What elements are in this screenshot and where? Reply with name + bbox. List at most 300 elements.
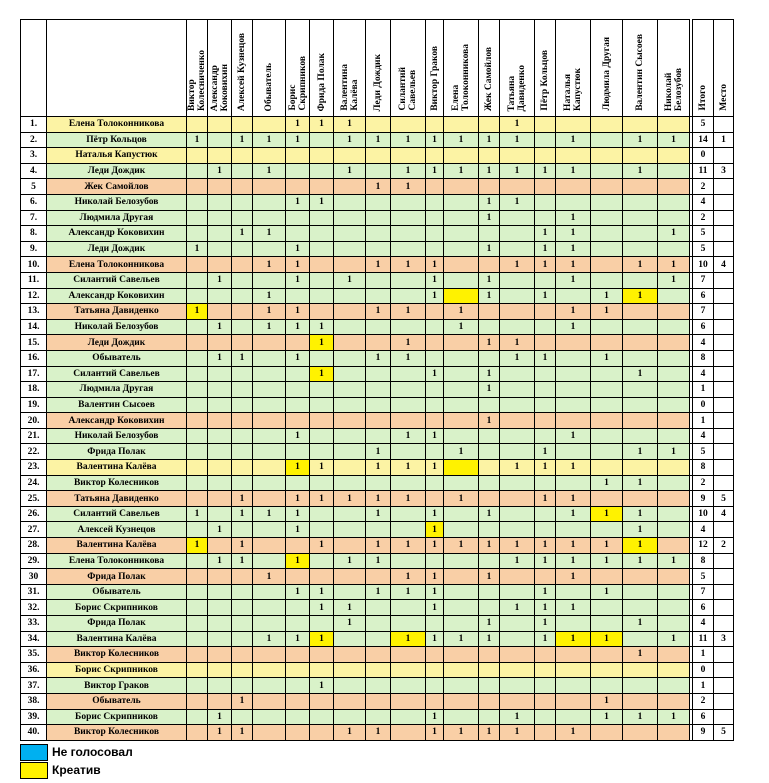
vote-cell <box>310 444 334 460</box>
place-cell <box>714 709 734 725</box>
total-cell: 0 <box>693 397 714 413</box>
vote-cell <box>658 538 690 554</box>
vote-cell <box>500 678 535 694</box>
vote-cell <box>187 569 208 585</box>
vote-cell <box>444 647 479 663</box>
column-header <box>426 20 444 117</box>
vote-cell: 1 <box>556 491 591 507</box>
table-row <box>21 148 734 164</box>
vote-cell <box>208 460 232 476</box>
vote-cell <box>232 319 253 335</box>
vote-cell <box>187 522 208 538</box>
vote-cell: 1 <box>479 288 500 304</box>
vote-cell <box>535 132 556 148</box>
vote-cell <box>253 117 286 133</box>
vote-cell <box>591 460 623 476</box>
vote-cell <box>253 148 286 164</box>
vote-cell <box>187 210 208 226</box>
vote-cell <box>556 288 591 304</box>
vote-cell <box>623 117 658 133</box>
vote-cell: 1 <box>426 538 444 554</box>
vote-cell: 1 <box>310 117 334 133</box>
vote-cell: 1 <box>391 569 426 585</box>
vote-cell <box>556 475 591 491</box>
table-row <box>21 460 734 476</box>
vote-cell: 1 <box>286 304 310 320</box>
vote-cell <box>253 335 286 351</box>
place-cell: 2 <box>714 538 734 554</box>
vote-cell <box>187 350 208 366</box>
table-row <box>21 335 734 351</box>
vote-cell <box>556 117 591 133</box>
vote-cell <box>426 148 444 164</box>
vote-cell: 1 <box>591 631 623 647</box>
vote-cell <box>310 428 334 444</box>
total-cell: 1 <box>693 382 714 398</box>
vote-cell: 1 <box>253 257 286 273</box>
vote-cell <box>535 413 556 429</box>
vote-cell <box>426 319 444 335</box>
place-cell <box>714 350 734 366</box>
vote-cell: 1 <box>591 553 623 569</box>
vote-cell <box>253 413 286 429</box>
vote-cell <box>366 382 391 398</box>
total-cell: 4 <box>693 194 714 210</box>
vote-cell: 1 <box>591 538 623 554</box>
column-header <box>623 20 658 117</box>
vote-cell <box>658 569 690 585</box>
vote-cell: 1 <box>334 163 366 179</box>
total-cell: 5 <box>693 444 714 460</box>
vote-cell: 1 <box>232 693 253 709</box>
vote-cell <box>591 678 623 694</box>
vote-cell <box>208 538 232 554</box>
vote-cell <box>426 475 444 491</box>
vote-cell: 1 <box>310 335 334 351</box>
vote-cell: 1 <box>444 725 479 741</box>
vote-cell <box>334 584 366 600</box>
place-cell <box>714 678 734 694</box>
vote-cell <box>310 226 334 242</box>
vote-cell <box>391 319 426 335</box>
vote-cell <box>479 475 500 491</box>
place-cell <box>714 288 734 304</box>
vote-cell: 1 <box>391 132 426 148</box>
vote-cell <box>391 288 426 304</box>
vote-cell <box>623 693 658 709</box>
vote-cell <box>479 662 500 678</box>
vote-cell <box>232 241 253 257</box>
vote-cell <box>187 725 208 741</box>
participant-name: Людмила Другая <box>47 210 187 226</box>
vote-cell <box>591 569 623 585</box>
vote-cell <box>208 662 232 678</box>
vote-cell: 1 <box>391 163 426 179</box>
vote-cell: 1 <box>479 335 500 351</box>
vote-cell <box>187 428 208 444</box>
vote-cell <box>232 117 253 133</box>
vote-cell <box>310 397 334 413</box>
column-header <box>253 20 286 117</box>
vote-cell <box>286 647 310 663</box>
vote-cell <box>366 194 391 210</box>
table-row <box>21 678 734 694</box>
participant-name: Силантий Савельев <box>47 272 187 288</box>
vote-cell: 1 <box>479 366 500 382</box>
total-cell: 11 <box>693 631 714 647</box>
place-cell <box>714 569 734 585</box>
column-header <box>310 20 334 117</box>
vote-cell <box>479 397 500 413</box>
vote-cell <box>286 179 310 195</box>
vote-cell: 1 <box>310 194 334 210</box>
vote-cell: 1 <box>556 631 591 647</box>
vote-cell <box>444 522 479 538</box>
vote-cell <box>232 272 253 288</box>
vote-cell <box>623 397 658 413</box>
row-number: 13. <box>21 304 47 320</box>
vote-cell <box>535 678 556 694</box>
vote-cell: 1 <box>310 678 334 694</box>
participant-name: Борис Скрипников <box>47 600 187 616</box>
vote-cell: 1 <box>426 257 444 273</box>
vote-cell <box>591 272 623 288</box>
vote-cell <box>591 335 623 351</box>
vote-cell <box>232 257 253 273</box>
column-header-label: Борис Скрипников <box>287 56 308 111</box>
vote-cell <box>253 693 286 709</box>
legend <box>20 743 133 779</box>
vote-cell <box>444 194 479 210</box>
vote-cell <box>658 678 690 694</box>
vote-cell: 1 <box>253 132 286 148</box>
vote-cell <box>334 304 366 320</box>
vote-cell <box>658 460 690 476</box>
vote-cell <box>535 662 556 678</box>
place-cell <box>714 553 734 569</box>
participant-name: Леди Дождик <box>47 163 187 179</box>
row-number: 2. <box>21 132 47 148</box>
place-cell <box>714 382 734 398</box>
total-cell: 5 <box>693 117 714 133</box>
row-number: 5 <box>21 179 47 195</box>
vote-cell <box>366 693 391 709</box>
vote-cell <box>208 584 232 600</box>
vote-cell <box>366 226 391 242</box>
vote-cell <box>556 366 591 382</box>
vote-cell <box>500 569 535 585</box>
column-header-label: Алексей Кузнецов <box>237 32 247 111</box>
vote-cell: 1 <box>500 553 535 569</box>
participant-name: Борис Скрипников <box>47 662 187 678</box>
participant-name: Виктор Колесников <box>47 647 187 663</box>
vote-cell <box>623 272 658 288</box>
participant-name: Алексей Кузнецов <box>47 522 187 538</box>
vote-cell: 1 <box>391 335 426 351</box>
vote-cell: 1 <box>623 647 658 663</box>
vote-cell <box>591 522 623 538</box>
vote-cell <box>444 678 479 694</box>
vote-cell <box>334 210 366 226</box>
row-number: 31. <box>21 584 47 600</box>
table-row <box>21 584 734 600</box>
row-number: 39. <box>21 709 47 725</box>
vote-cell <box>500 631 535 647</box>
vote-cell <box>426 491 444 507</box>
vote-cell <box>535 319 556 335</box>
vote-cell: 1 <box>479 132 500 148</box>
vote-cell <box>500 226 535 242</box>
vote-cell: 1 <box>426 631 444 647</box>
vote-cell: 1 <box>334 725 366 741</box>
vote-cell: 1 <box>426 584 444 600</box>
vote-cell: 1 <box>444 304 479 320</box>
vote-cell <box>658 662 690 678</box>
vote-cell <box>187 709 208 725</box>
vote-cell <box>232 460 253 476</box>
vote-cell <box>208 132 232 148</box>
place-cell <box>714 647 734 663</box>
vote-cell <box>444 460 479 476</box>
vote-cell: 1 <box>535 163 556 179</box>
vote-cell <box>286 210 310 226</box>
vote-cell <box>658 491 690 507</box>
vote-cell <box>444 241 479 257</box>
vote-cell <box>479 693 500 709</box>
vote-cell <box>591 647 623 663</box>
vote-cell <box>366 241 391 257</box>
column-header-label: Леди Дождик <box>373 53 383 111</box>
vote-cell <box>253 616 286 632</box>
vote-cell <box>556 709 591 725</box>
place-cell: 4 <box>714 506 734 522</box>
vote-cell <box>500 319 535 335</box>
column-header-label: Валентин Сысоев <box>635 34 645 111</box>
row-number: 36. <box>21 662 47 678</box>
participant-name: Леди Дождик <box>47 335 187 351</box>
vote-cell <box>426 662 444 678</box>
vote-cell <box>500 148 535 164</box>
vote-cell <box>591 491 623 507</box>
vote-cell <box>479 304 500 320</box>
vote-cell: 1 <box>253 288 286 304</box>
vote-cell <box>310 288 334 304</box>
column-header-label: Валентина Калёва <box>339 64 360 111</box>
vote-cell: 1 <box>426 725 444 741</box>
vote-cell <box>500 413 535 429</box>
place-cell <box>714 226 734 242</box>
vote-cell: 1 <box>479 194 500 210</box>
vote-cell <box>535 148 556 164</box>
total-cell: 6 <box>693 709 714 725</box>
table-row <box>21 428 734 444</box>
vote-cell <box>426 693 444 709</box>
vote-cell <box>556 647 591 663</box>
vote-cell <box>500 288 535 304</box>
vote-cell: 1 <box>426 569 444 585</box>
vote-cell: 1 <box>310 366 334 382</box>
vote-cell: 1 <box>535 538 556 554</box>
table-row <box>21 382 734 398</box>
vote-cell <box>253 600 286 616</box>
vote-cell: 1 <box>426 600 444 616</box>
vote-cell: 1 <box>658 132 690 148</box>
table-row <box>21 553 734 569</box>
vote-cell <box>208 148 232 164</box>
vote-cell <box>591 132 623 148</box>
table-row <box>21 288 734 304</box>
vote-cell <box>623 382 658 398</box>
vote-cell <box>623 179 658 195</box>
vote-cell: 1 <box>208 319 232 335</box>
vote-cell <box>623 428 658 444</box>
column-header-label: Силантий Савельев <box>398 67 418 111</box>
row-number: 11. <box>21 272 47 288</box>
vote-cell <box>286 709 310 725</box>
legend-swatch-yellow <box>20 762 48 779</box>
column-header <box>444 20 479 117</box>
vote-cell <box>535 335 556 351</box>
vote-cell <box>623 460 658 476</box>
vote-cell <box>391 148 426 164</box>
table-row <box>21 662 734 678</box>
vote-cell <box>334 444 366 460</box>
vote-cell: 1 <box>366 132 391 148</box>
vote-cell <box>253 584 286 600</box>
vote-cell: 1 <box>334 616 366 632</box>
table-row <box>21 257 734 273</box>
vote-cell <box>535 569 556 585</box>
vote-cell: 1 <box>310 631 334 647</box>
vote-cell <box>444 584 479 600</box>
vote-cell <box>623 241 658 257</box>
vote-cell <box>208 491 232 507</box>
vote-cell <box>479 226 500 242</box>
vote-cell: 1 <box>623 288 658 304</box>
vote-cell <box>444 210 479 226</box>
vote-cell: 1 <box>286 241 310 257</box>
row-number: 8. <box>21 226 47 242</box>
vote-cell: 1 <box>591 304 623 320</box>
vote-cell: 1 <box>286 350 310 366</box>
vote-cell <box>444 366 479 382</box>
vote-cell <box>623 350 658 366</box>
vote-cell <box>444 335 479 351</box>
vote-cell <box>187 319 208 335</box>
vote-cell <box>444 382 479 398</box>
vote-cell: 1 <box>426 272 444 288</box>
vote-cell <box>232 397 253 413</box>
row-number: 6. <box>21 194 47 210</box>
vote-cell <box>444 616 479 632</box>
column-header-label: Елена Толоконникова <box>451 44 471 111</box>
vote-cell: 1 <box>556 272 591 288</box>
vote-cell: 1 <box>366 257 391 273</box>
vote-cell <box>623 678 658 694</box>
vote-cell: 1 <box>391 350 426 366</box>
vote-cell <box>391 678 426 694</box>
vote-cell <box>591 226 623 242</box>
vote-cell <box>623 584 658 600</box>
vote-cell <box>623 304 658 320</box>
vote-cell <box>479 460 500 476</box>
vote-cell <box>556 693 591 709</box>
vote-cell <box>658 522 690 538</box>
vote-cell <box>426 304 444 320</box>
vote-cell: 1 <box>556 600 591 616</box>
vote-cell: 1 <box>366 538 391 554</box>
vote-cell <box>286 335 310 351</box>
table-row <box>21 693 734 709</box>
participant-name: Фрида Полак <box>47 569 187 585</box>
vote-cell <box>535 693 556 709</box>
table-row <box>21 366 734 382</box>
vote-cell <box>479 179 500 195</box>
vote-cell <box>253 428 286 444</box>
vote-cell: 1 <box>658 257 690 273</box>
vote-cell <box>535 522 556 538</box>
vote-cell <box>253 725 286 741</box>
vote-cell <box>286 288 310 304</box>
vote-cell: 1 <box>286 132 310 148</box>
participant-name: Александр Коковихин <box>47 226 187 242</box>
vote-cell <box>535 210 556 226</box>
vote-cell <box>444 350 479 366</box>
column-header-label: Александр Коковихин <box>209 63 230 111</box>
vote-cell <box>500 382 535 398</box>
vote-cell <box>208 616 232 632</box>
vote-cell <box>208 382 232 398</box>
vote-cell <box>366 397 391 413</box>
vote-cell <box>334 569 366 585</box>
participant-name: Николай Белозубов <box>47 319 187 335</box>
vote-cell: 1 <box>556 257 591 273</box>
vote-cell <box>253 272 286 288</box>
vote-cell <box>479 678 500 694</box>
vote-cell: 1 <box>591 288 623 304</box>
column-header-label: Людмила Другая <box>601 37 612 111</box>
vote-cell: 1 <box>623 366 658 382</box>
participant-name: Обыватель <box>47 584 187 600</box>
column-header <box>556 20 591 117</box>
vote-cell: 1 <box>286 506 310 522</box>
vote-cell <box>366 148 391 164</box>
vote-cell: 1 <box>334 600 366 616</box>
row-number: 40. <box>21 725 47 741</box>
vote-cell <box>286 616 310 632</box>
vote-cell <box>591 725 623 741</box>
vote-cell: 1 <box>556 319 591 335</box>
legend-item-creative <box>20 761 133 779</box>
vote-cell <box>187 584 208 600</box>
column-header <box>232 20 253 117</box>
vote-cell <box>556 194 591 210</box>
vote-cell <box>232 662 253 678</box>
vote-cell <box>286 662 310 678</box>
vote-cell <box>500 491 535 507</box>
vote-cell <box>623 491 658 507</box>
total-cell: 7 <box>693 304 714 320</box>
column-header-label: Татьяна Давиденко <box>507 64 527 111</box>
vote-cell <box>334 662 366 678</box>
vote-cell: 1 <box>187 538 208 554</box>
participant-name: Виктор Колесников <box>47 725 187 741</box>
place-cell <box>714 475 734 491</box>
row-number: 28. <box>21 538 47 554</box>
vote-cell <box>253 444 286 460</box>
vote-cell: 1 <box>334 132 366 148</box>
participant-name: Фрида Полак <box>47 444 187 460</box>
